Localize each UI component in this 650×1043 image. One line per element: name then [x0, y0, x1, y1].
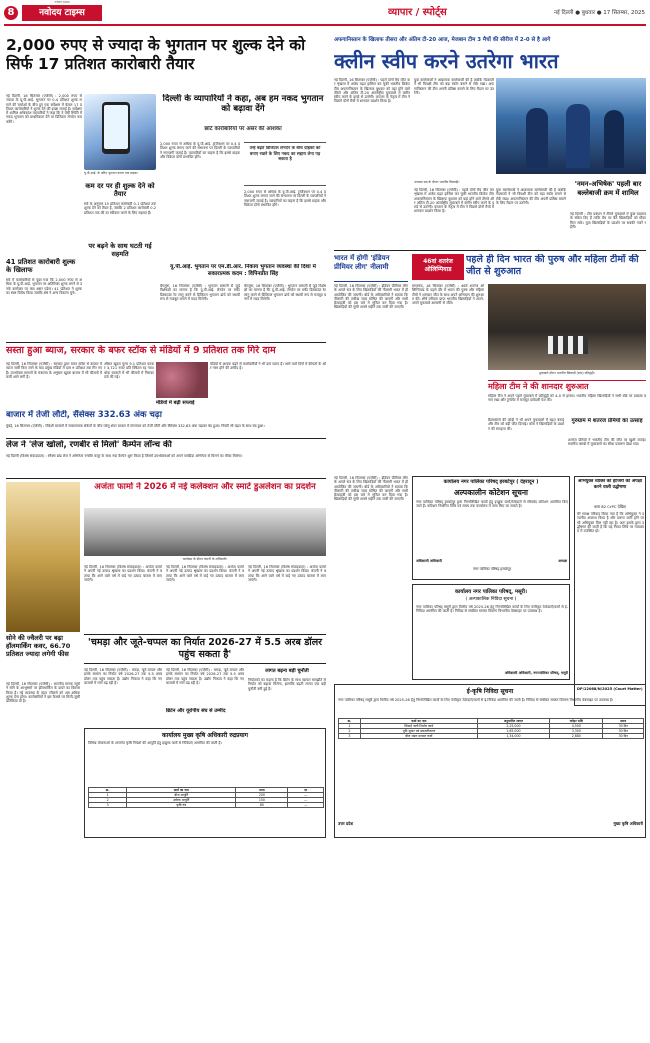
divider-2	[6, 438, 326, 439]
notice-e-tender	[334, 684, 646, 838]
ajanta-body-2: नई दिल्ली, 16 सितम्बर (विशेष संवाददाता) : अजंता फार्मा ने अपनी नई उत्पाद श्रृंखला का प्रदर्शन किया। कंपनी ने बताया कि आने वाले वर्ष में कई नए उत्पाद बाजार में लाए जाएंगे।	[166, 565, 244, 582]
box-body-rate: सर्वे के अनुसार 15 प्रतिशत कारोबारी 0.1 प्रतिशत तक शुल्क देने को तैयार हैं, जबकि 2 प्रतिशत कारोबारी 0.2 प्रतिशत तक की दर स्वीकार करने के लिए सहमत हैं।	[84, 202, 156, 215]
notice-agri-body: विभिन्न योजनाओं के अन्तर्गत कृषि निवेशों की आपूर्ति हेतु इच्छुक फर्मों से निविदाएं आमंत्रित की जाती हैं।	[88, 741, 222, 745]
women-team-heading: महिला टीम ने की शानदार शुरुआत	[488, 380, 646, 392]
cricket-photo-caption: अभ्यास सत्र के दौरान भारतीय खिलाड़ी।	[414, 180, 460, 184]
notice-harbertpur-sign-left: अधिशासी अधिकारी	[416, 559, 442, 563]
table-cell: —	[288, 793, 324, 798]
cricket-body-1: नई दिल्ली, 16 सितम्बर (एजेंसी) : पहले दोनों मैच जीत कर शृंखला में अजेय बढ़त हासिल कर चुकी भारतीय क्रिकेट टीम अफगानिस्तान के खिलाफ बुधवार को यहां होने वाले तीसरे और अंतिम टी-20 अंतर्राष्ट्रीय मुकाबले में क्लीन स्वीप करने के इरादे से उतरेगी। कप्तान के नेतृत्व में टीम ने पिछले दोनों मैचों में शानदार प्रदर्शन किया है।	[334, 78, 410, 104]
col3-heading: यू.पी.आई. भुगतान पर एम.डी.आर. निकाय भुगतान व्यवस्था की दिशा में सकारात्मक कदम : विपिनप्रीत सिंह	[170, 264, 316, 277]
lays-headline: लेज ने 'लेज खोलो, रणबीर से मिलो' कैम्पेन लॉन्च की	[6, 440, 172, 450]
lead-body-text: नई दिल्ली, 16 सितम्बर (एजेंसी) : 2,000 रुपए से ज्यादा के यू.पी.आई. भुगतान पर 0.4 प्रतिशत शुल्क लगाने की चर्चाओं के बीच हुए एक सर्वेक्षण में केवल 17 प्रतिशत कारोबारियों ने शुल्क देने की इच्छा जताई है। सर्वेक्षण में शामिल अधिकांश व्यापारियों ने कहा कि वे ऐसी स्थिति में नकद भुगतान को प्राथमिकता देंगे या डिजिटल लेनदेन कम करेंगे।	[6, 94, 82, 124]
chess-photo-caption: मुकाबले दौरान भारतीय खिलाड़ी (बाएं) प्रतिद्वंद्वी।	[539, 371, 595, 375]
table-row	[339, 734, 644, 739]
notice-court-title: अभियुक्त व्यक्ति की हाजिरी की अपेक्षा करने वाली उद्घोषणा	[577, 479, 643, 490]
table-cell: 1	[89, 793, 127, 798]
notice-harbertpur-title: कार्यालय नगर पालिका परिषद् हरबर्टपुर ( देहरादून )	[443, 479, 539, 485]
table-row	[89, 803, 324, 808]
box-heading-rate: कम दर पर ही शुल्क देने को तैयार	[85, 182, 155, 198]
table-cell: 2,25,000	[477, 724, 549, 729]
table-cell: 3	[339, 734, 361, 739]
table-cell: भूमि सुधार एवं समतलीकरण	[360, 729, 477, 734]
cricket-body-4: युवा बल्लेबाजों ने आक्रामक बल्लेबाजी की है जबकि गेंदबाजों ने भी विपक्षी टीम को बड़ा स्कोर बनाने से रोके रखा। अफगानिस्तान की टीम अपनी प्रतिष्ठा बचाने के लिए मैदान पर उतरेगी।	[496, 188, 566, 205]
market-body: मुंबई, 16 सितम्बर (एजेंसी) : विदेशी बाजारों में सकारात्मक संकेतों के बीच घरेलू शेयर बाजार में मंगलवार को तेजी लौटी और सैंसेक्स 332.63 अंक चढ़कर बंद हुआ। निफ्टी भी बढ़त के साथ बंद हुआ।	[6, 424, 265, 428]
notice-mussoorie	[412, 584, 570, 680]
player-figure-3	[604, 110, 624, 168]
olympiad-badge: 46वां शतरंज ओलिम्पियाड	[412, 254, 464, 280]
table-cell: 30 दिन	[603, 729, 644, 734]
table-cell: 2,680	[550, 734, 603, 739]
cricket-headline: क्लीन स्वीप करने उतरेगा भारत	[334, 49, 559, 73]
notice-harbertpur-org: नगर पालिका परिषद् हरबर्टपुर	[472, 567, 512, 571]
quote-text: उन्हें बढ़ते डिजिटल लेनदेन के बीच ग्राहकों को बनाए रखने के लिए नकद का सहारा लेना पड़ सकता है	[249, 146, 321, 162]
mandi-subhead: मंडियों में बढ़ी सप्लाई	[156, 400, 195, 406]
paper-name: नवोदय टाइम्स	[22, 5, 102, 21]
export-sub-body: निर्यातकों का कहना है कि ब्रिटेन के साथ व्यापार समझौते से निर्यात को बढ़ावा मिलेगा, हालांकि बढ़ती लागत एक बड़ी चुनौती बनी हुई है।	[248, 678, 326, 691]
table-header-cell: क्र.	[339, 719, 361, 724]
lead-headline: 2,000 रुपए से ज्यादा के भुगतान पर शुल्क देने को सिर्फ 17 प्रतिशत कारोबारी तैयार	[6, 36, 306, 73]
export-headline: 'चमड़ा और जूते-चप्पल का निर्यात 2026-27 में 5.5 अरब डॉलर पहुंच सकता है'	[84, 634, 326, 664]
chess-photo	[488, 284, 646, 370]
table-cell: 30 दिन	[603, 734, 644, 739]
notice-mussoorie-subtitle: ( अल्पकालिक निविदा सूचना )	[465, 597, 517, 602]
masthead	[0, 0, 650, 30]
ipl-body-2: नई दिल्ली, 16 सितम्बर (एजेंसी) : इंडियन प्रीमियर लीग के अगले सत्र के लिए खिलाड़ियों की नीलामी भारत में ही आयोजित की जाएगी। बोर्ड के अधिकारियों ने बताया कि नीलामी की तारीख जल्द घोषित की जाएगी और सभी फ्रेंचाइजी को इस बारे में सूचित कर दिया गया है। खिलाड़ियों की सूची अगले महीने तक जारी की जाएगी।	[334, 476, 408, 502]
lead-body	[6, 94, 82, 254]
table-cell: 200	[236, 793, 288, 798]
table-cell: 1,34,000	[477, 734, 549, 739]
table-cell: 2	[89, 798, 127, 803]
notice-agri-table	[88, 787, 324, 835]
notice-mussoorie-sign: अधिशासी अधिकारी, नगरपालिका परिषद्, मसूरी	[504, 671, 568, 675]
tagline: नवोदय टाइम्स	[54, 0, 70, 4]
olympiad-headline: पहले ही दिन भारत की पुरुष और महिला टीमों की जीत से शुरुआत	[466, 254, 639, 277]
side-deck: छोटे कारोबारियों पर असर की आशंका	[204, 126, 282, 132]
quote-box	[244, 142, 326, 186]
notice-court-footer: DP/12068/N/2025 (Court Matter)	[577, 687, 643, 691]
table-header-cell: अनुमानित लागत	[477, 719, 549, 724]
notice-mussoorie-title: कार्यालय नगर पालिका परिषद्, मसूरी।	[454, 589, 527, 595]
table-cell: सिंचाई नाली निर्माण कार्य	[360, 724, 477, 729]
notice-e-tender-footer: मुख्य कृषि अधिकारी	[613, 821, 643, 826]
table-cell: 1	[339, 724, 361, 729]
notice-e-tender-title: ई-कृषि निविदा सूचना	[466, 688, 514, 695]
olympiad-other-body: ग्रैंडमास्टर्स की जोड़ी ने भी अपने मुकाबलों में बढ़त बनाई और टीम को बड़ी जीत दिलाई। कोच ने खिलाड़ियों के प्रदर्शन की सराहना की।	[488, 418, 564, 431]
table-cell: 3	[89, 803, 127, 808]
export-subhead-2: लागत बढ़ना बड़ी चुनौती	[265, 668, 309, 674]
divider-3	[6, 478, 326, 479]
cricket-kicker: अफगानिस्तान के खिलाफ तीसरा और अंतिम टी-20 आज, मेजबान टीम 3 मैचों की सीरीज में 2-0 से है आगे	[334, 37, 551, 43]
cricket-body-3: नई दिल्ली, 16 सितम्बर (एजेंसी) : पहले दोनों मैच जीत कर शृंखला में अजेय बढ़त हासिल कर चुकी भारतीय क्रिकेट टीम अफगानिस्तान के खिलाफ बुधवार को यहां होने वाले तीसरे और अंतिम टी-20 अंतर्राष्ट्रीय मुकाबले में क्लीन स्वीप करने के इरादे से उतरेगी। कप्तान के नेतृत्व में टीम ने पिछले दोनों मैचों में शानदार प्रदर्शन किया है।	[414, 188, 494, 214]
olympiad-body-1: समरकंद, 16 सितम्बर (एजेंसी) : 46वें शतरंज ओलिम्पियाड के पहले दौर में भारत की पुरुष और महिला टीमों ने शानदार जीत के साथ अपने अभियान की शुरुआत की। शीर्ष वरीयता प्राप्त भारतीय खिलाड़ियों ने अपने-अपने मुकाबले आसानी से जीते।	[412, 284, 484, 306]
col3-body-2: बेंगलुरू, 16 सितम्बर (एजेंसी) : भुगतान प्रणाली से जुड़े विशेषज्ञों का मानना है कि यू.पी.आई. लेनदेन पर मर्चेंट डिस्काउंट रेट लागू करने से डिजिटल भुगतान ढांचे को स्थायी रूप से मजबूत बनाने में मदद मिलेगी।	[244, 284, 326, 301]
table-cell: 2	[339, 729, 361, 734]
ajanta-body-1: नई दिल्ली, 16 सितम्बर (विशेष संवाददाता) : अजंता फार्मा ने अपनी नई उत्पाद श्रृंखला का प्रदर्शन किया। कंपनी ने बताया कि आने वाले वर्ष में कई नए उत्पाद बाजार में लाए जाएंगे।	[84, 565, 162, 582]
table-header-cell: समय	[603, 719, 644, 724]
notice-court-subtitle: धारा 82 CrPC देखिए	[594, 504, 626, 509]
export-body-1: नई दिल्ली, 16 सितम्बर (एजेंसी) : चमड़ा, जूते-चप्पल और इनके सामान का निर्यात वर्ष 2026-27 तक 5.5 अरब डॉलर तक पहुंच सकता है। उद्योग निकाय ने कहा कि नए बाजारों में मांग बढ़ रही है।	[84, 668, 162, 685]
ajanta-photo	[84, 508, 326, 556]
notice-e-tender-table	[338, 718, 644, 818]
gold-jewellery-photo	[6, 482, 80, 632]
notice-court	[574, 476, 646, 706]
table-cell: कृषि यंत्र	[127, 803, 236, 808]
table-header-cell: कार्य का नाम	[360, 719, 477, 724]
table-cell: —	[288, 803, 324, 808]
phone-screen	[104, 105, 128, 149]
cricket-subhead: 'नमन-अभिषेक' पहली बार बल्लेबाजी क्रम में शामिल	[574, 180, 642, 197]
table-cell: —	[288, 798, 324, 803]
divider-4	[334, 250, 646, 251]
ajanta-body-3: नई दिल्ली, 16 सितम्बर (विशेष संवाददाता) : अजंता फार्मा ने अपनी नई उत्पाद श्रृंखला का प्रदर्शन किया। कंपनी ने बताया कि आने वाले वर्ष में कई नए उत्पाद बाजार में लाए जाएंगे।	[248, 565, 326, 582]
onion-photo	[156, 362, 208, 398]
masthead-rule	[4, 24, 646, 26]
table-cell: 30 दिन	[603, 724, 644, 729]
market-headline: बाजार में तेजी लौटी, सैंसेक्स 332.63 अंक चढ़ा	[6, 410, 162, 420]
gurugram-body: शतरंज प्रेमियों ने भारतीय टीम की जीत पर खुशी जताई। स्थानीय क्लबों में मुकाबलों का सीधा प्रसारण देखा गया।	[568, 438, 646, 447]
notice-harbertpur-subtitle: अल्पकालीन कोटेशन सूचना	[453, 488, 528, 497]
mandi-body: मंडियों में आवक बढ़ने से कारोबारियों ने भी दाम घटाए हैं। आने वाले दिनों में कीमतों के और नरम होने की उम्मीद है।	[210, 362, 326, 371]
box-heading-decline: पर बढ़ने के साथ घटती गई सहमति	[88, 242, 152, 258]
gold-body: नई दिल्ली, 16 सितम्बर (एजेंसी) : भारतीय मानक ब्यूरो ने सोने के आभूषणों पर हॉलमार्किंग के दायरे का विस्तार किया है। नई व्यवस्था के तहत ज्वैलर्स को अब अधिक शुल्क देना होगा। कारोबारियों ने इस फैसले पर मिली-जुली प्रतिक्रिया दी है।	[6, 682, 80, 704]
lays-body: नई दिल्ली (विशेष संवाददाता) : स्नैक्स ब्रांड लेज ने अभिनेता रणबीर कपूर के साथ नया कैम्पेन शुरू किया है जिसमें उपभोक्ताओं को अपने पसंदीदा अभिनेता से मिलने का मौका मिलेगा।	[6, 454, 243, 458]
notice-agri-title: कार्यालय मुख्य कृषि अधिकारी रुद्रप्रयाग	[162, 732, 248, 739]
notice-court-body: मेरे समक्ष परिवाद किया गया है कि अभियुक्त ने दण्डनीय अपराध किया है और वारण्ट जारी होने पर भी अभियुक्त मिल नहीं रहा है। अतः इसके द्वारा उद्घोषणा की जाती है कि वह नियत तिथि पर न्यायालय में उपस्थित हो।	[577, 512, 644, 534]
onion-table-text: औसत खुदरा मूल्य 9.1 प्रतिशत घटकर 3,721 रुपए प्रति क्विंटल रह गया। थोक बाजारों में भी कीमतों में गिरावट दर्ज की गई।	[104, 362, 154, 379]
table-header-cell: क्र.	[89, 788, 127, 793]
chessboard-icon	[548, 336, 588, 354]
ipl-headline: भारत में होगी 'इंडियन प्रीमियर लीग' नीलामी	[334, 254, 408, 282]
notice-agri-officer	[84, 728, 326, 838]
section-label: व्यापार / स्पोर्ट्स	[388, 7, 447, 18]
notice-e-tender-intro: नगर पालिका परिषद् मसूरी द्वारा वित्तीय वर्ष 2025-26 हेतु निम्नलिखित कार्यों के लिए पंजीकृत ठेकेदारों/फर्मों से ई-निविदा आमंत्रित की जाती है। निविदा से संबंधित समस्त विवरण विभागीय वेबसाइट पर उपलब्ध है।	[338, 698, 614, 702]
upi-phone-photo	[84, 94, 156, 170]
player-figure-1	[526, 108, 548, 168]
ipl-body: नई दिल्ली, 16 सितम्बर (एजेंसी) : इंडियन प्रीमियर लीग के अगले सत्र के लिए खिलाड़ियों की नीलामी भारत में ही आयोजित की जाएगी। बोर्ड के अधिकारियों ने बताया कि नीलामी की तारीख जल्द घोषित की जाएगी और सभी फ्रेंचाइजी को इस बारे में सूचित कर दिया गया है। खिलाड़ियों की सूची अगले महीने तक जारी की जाएगी।	[334, 284, 408, 310]
notice-e-tender-subtitle: उत्तर प्रदेश	[338, 821, 354, 826]
side-headline: दिल्ली के व्यापारियों ने कहा, अब हम नकद भुगतान को बढ़ावा देंगे	[162, 94, 324, 114]
cricket-photo	[496, 78, 646, 174]
side-body: 2,000 रुपए से अधिक के यू.पी.आई. ट्रांजैक्शन पर 0.4 प्रतिशत शुल्क लगाए जाने की संभावना पर दिल्ली के व्यापारियों ने नाराजगी जताई है। व्यापारियों का कहना है कि इससे ग्राहक और विक्रेता दोनों प्रभावित होंगे।	[160, 142, 240, 159]
photo-caption-upi: यू.पी.आई. के जरिए भुगतान करता एक ग्राहक।	[84, 171, 139, 175]
export-body-2: नई दिल्ली, 16 सितम्बर (एजेंसी) : चमड़ा, जूते-चप्पल और इनके सामान का निर्यात वर्ष 2026-27 तक 5.5 अरब डॉलर तक पहुंच सकता है। उद्योग निकाय ने कहा कि नए बाजारों में मांग बढ़ रही है।	[166, 668, 244, 685]
table-cell: बीज भंडार मरम्मत कार्य	[360, 734, 477, 739]
women-team-body: महिला टीम ने अपने पहले मुकाबले में प्रतिद्वंद्वी को 4-0 से हराया। भारतीय महिला खिलाड़ियों ने सभी बोर्ड पर दबदबा बनाए रखा और टूर्नामेंट में मजबूत दावेदारी पेश की।	[488, 394, 646, 403]
lead-body-2: सर्वे में कारोबारियों से पूछा गया कि 2,000 रुपए से अधिक के यू.पी.आई. भुगतान पर अतिरिक्त शुल्क लगने से उनके कारोबार पर क्या असर पड़ेगा। 41 प्रतिशत ने शुल्क का स्पष्ट विरोध किया जबकि शेष ने अन्य विकल्प चुने।	[6, 278, 82, 295]
ajanta-caption: कार्यक्रम के दौरान कंपनी के अधिकारी।	[182, 557, 228, 561]
divider-1	[6, 342, 326, 343]
notice-harbertpur-body: नगर पालिका परिषद् हरबर्टपुर द्वारा निम्नलिखित कार्यों हेतु इच्छुक फर्मों/ठेकेदारों से सीलबंद कोटेशन आमंत्रित किए जाते हैं। कोटेशन निर्धारित तिथि एवं समय तक कार्यालय में जमा किए जा सकते हैं।	[416, 500, 568, 509]
notice-mussoorie-body: नगर पालिका परिषद् मसूरी द्वारा वित्तीय वर्ष 2025-26 हेतु निम्नलिखित कार्यों के लिए पंजीकृत ठेकेदारों/फर्मों से ई-निविदा आमंत्रित की जाती है। निविदा से संबंधित समस्त विवरण विभागीय वेबसाइट पर उपलब्ध है।	[416, 605, 568, 614]
cricket-body-2: युवा बल्लेबाजों ने आक्रामक बल्लेबाजी की है जबकि गेंदबाजों ने भी विपक्षी टीम को बड़ा स्कोर बनाने से रोके रखा। अफगानिस्तान की टीम अपनी प्रतिष्ठा बचाने के लिए मैदान पर उतरेगी।	[414, 78, 494, 95]
table-cell: 150	[236, 798, 288, 803]
gold-headline: सोने की ज्वैलरी पर बढ़ा हॉलमार्किंग कवर, 66.70 प्रतिशत ज्यादा लगेगी फीस	[6, 634, 71, 658]
cricket-sub-body: नई दिल्ली : टीम प्रबंधन ने तीसरे मुकाबले में कुछ बदलाव के संकेत दिए हैं ताकि बेंच पर बैठे खिलाड़ियों को मौका मिल सके। युवा खिलाड़ियों के प्रदर्शन पर सबकी नजरें रहेंगी।	[570, 212, 646, 229]
interest-headline: सस्ता हुआ ब्याज, सरकार के बफर स्टॉक से मंडियों में 9 प्रतिशत तक गिरे दाम	[6, 345, 276, 356]
table-cell: 1,65,000	[477, 729, 549, 734]
dateline: नई दिल्ली ● बुधवार ● 17 सितम्बर, 2025	[553, 10, 645, 16]
table-header-cell: धरोहर राशि	[550, 719, 603, 724]
side-body-cont: 2,000 रुपए से अधिक के यू.पी.आई. ट्रांजैक्शन पर 0.4 प्रतिशत शुल्क लगाए जाने की संभावना पर दिल्ली के व्यापारियों ने नाराजगी जताई है। व्यापारियों का कहना है कि इससे ग्राहक और विक्रेता दोनों प्रभावित होंगे।	[244, 190, 326, 207]
table-header-cell: कार्य का नाम	[127, 788, 236, 793]
table-cell: 80	[236, 803, 288, 808]
ajanta-headline: अजंता फार्मा ने 2026 में नई कलेक्शन और स्मार्ट डुअलेशन का प्रदर्शन	[94, 482, 316, 492]
export-subhead-1: ब्रिटेन और यूरोपीय संघ से उम्मीद	[166, 708, 226, 714]
notice-harbertpur	[412, 476, 570, 580]
table-cell: 3,300	[550, 729, 603, 734]
lead-subhead: 41 प्रतिशत कारोबारी शुल्क के खिलाफ	[6, 258, 76, 274]
gurugram-heading: गुरुग्राम में शतरंज प्रेमियों का उत्साह	[571, 418, 643, 424]
notice-harbertpur-sign-right: अध्यक्ष	[558, 559, 567, 563]
interest-body: नई दिल्ली, 16 सितम्बर (एजेंसी) : सरकार द्वारा बफर स्टॉक से बाजार में प्याज जारी किए जाने के बाद प्रमुख मंडियों में दाम 9 प्रतिशत तक गिर गए हैं। उपभोक्ता मामलों के मंत्रालय के अनुसार खुदरा बाजार में भी कीमतों में कमी आने लगी है।	[6, 362, 102, 379]
page-number: 8	[7, 7, 15, 18]
player-figure-2	[566, 104, 590, 168]
col3-body: बेंगलुरू, 16 सितम्बर (एजेंसी) : भुगतान प्रणाली से जुड़े विशेषज्ञों का मानना है कि यू.पी.आई. लेनदेन पर मर्चेंट डिस्काउंट रेट लागू करने से डिजिटल भुगतान ढांचे को स्थायी रूप से मजबूत बनाने में मदद मिलेगी।	[160, 284, 240, 301]
table-header-cell: दर	[288, 788, 324, 793]
table-cell: 4,500	[550, 724, 603, 729]
table-cell: बीज आपूर्ति	[127, 793, 236, 798]
table-cell: उर्वरक आपूर्ति	[127, 798, 236, 803]
table-header-cell: मात्रा	[236, 788, 288, 793]
